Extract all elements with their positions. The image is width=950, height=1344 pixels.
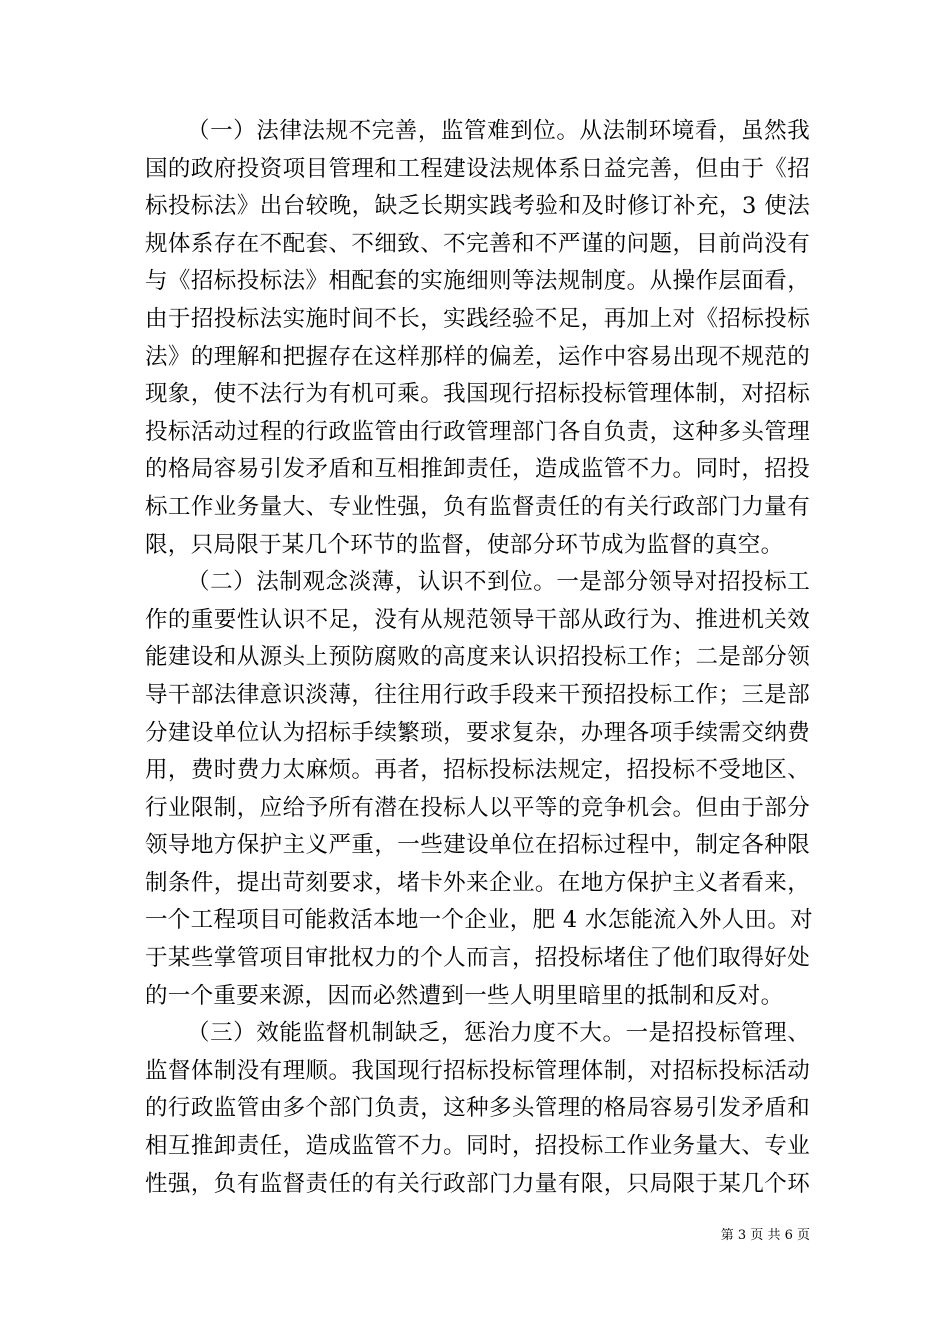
text-line: 标工作业务量大、专业性强，负有监督责任的有关行政部门力量有 <box>145 493 810 520</box>
text-line: 的行政监管由多个部门负责，这种多头管理的格局容易引发矛盾和 <box>145 1095 810 1122</box>
text-line: 由于招投标法实施时间不长，实践经验不足，再加上对《招标投标 <box>145 305 810 332</box>
page-number: 第 3 页 共 6 页 <box>720 1228 810 1243</box>
text-line: 国的政府投资项目管理和工程建设法规体系日益完善，但由于《招 <box>145 155 810 182</box>
text-line: 行业限制，应给予所有潜在投标人以平等的竞争机会。但由于部分 <box>145 794 810 821</box>
text-line: 限，只局限于某几个环节的监督，使部分环节成为监督的真空。 <box>145 531 784 558</box>
text-line: 导干部法律意识淡薄，往往用行政手段来干预招投标工作；三是部 <box>145 681 810 708</box>
text-line: 性强，负有监督责任的有关行政部门力量有限，只局限于某几个环 <box>145 1170 810 1197</box>
paragraph <box>145 113 810 564</box>
text-line: 的格局容易引发矛盾和互相推卸责任，造成监管不力。同时，招投 <box>145 456 810 483</box>
text-line: 监督体制没有理顺。我国现行招标投标管理体制，对招标投标活动 <box>145 1057 810 1084</box>
text-line: 用，费时费力太麻烦。再者，招标投标法规定，招投标不受地区、 <box>145 757 810 784</box>
text-line: 标投标法》出台较晚，缺乏长期实践考验和及时修订补充，3 使法 <box>145 193 810 220</box>
text-line: 一个工程项目可能救活本地一个企业，肥 4 水怎能流入外人田。对 <box>145 907 813 934</box>
text-line: 能建设和从源头上预防腐败的高度来认识招投标工作；二是部分领 <box>145 644 810 671</box>
text-line: （二）法制观念淡薄，认识不到位。一是部分领导对招投标工 <box>187 569 810 596</box>
text-line: （一）法律法规不完善，监管难到位。从法制环境看，虽然我 <box>187 118 810 144</box>
document-body <box>145 113 813 1203</box>
text-line: 相互推卸责任，造成监管不力。同时，招投标工作业务量大、专业 <box>145 1133 810 1160</box>
text-line: （三）效能监督机制缺乏，惩治力度不大。一是招投标管理、 <box>187 1020 810 1047</box>
paragraph <box>145 1015 810 1203</box>
text-line: 于某些掌管项目审批权力的个人而言，招投标堵住了他们取得好处 <box>145 945 810 972</box>
text-line: 与《招标投标法》相配套的实施细则等法规制度。从操作层面看， <box>145 268 810 295</box>
text-line: 作的重要性认识不足，没有从规范领导干部从政行为、推进机关效 <box>145 606 810 633</box>
text-line: 现象，使不法行为有机可乘。我国现行招标投标管理体制，对招标 <box>145 381 810 408</box>
text-line: 领导地方保护主义严重，一些建设单位在招标过程中，制定各种限 <box>145 832 810 859</box>
text-line: 的一个重要来源，因而必然遭到一些人明里暗里的抵制和反对。 <box>145 982 784 1009</box>
text-line: 分建设单位认为招标手续繁琐，要求复杂，办理各项手续需交纳费 <box>145 719 810 746</box>
text-line: 投标活动过程的行政监管由行政管理部门各自负责，这种多头管理 <box>145 418 810 445</box>
text-line: 规体系存在不配套、不细致、不完善和不严谨的问题，目前尚没有 <box>145 230 810 257</box>
text-line: 制条件，提出苛刻要求，堵卡外来企业。在地方保护主义者看来， <box>145 869 810 896</box>
paragraph <box>145 564 813 1015</box>
text-line: 法》的理解和把握存在这样那样的偏差，运作中容易出现不规范的 <box>145 343 810 370</box>
